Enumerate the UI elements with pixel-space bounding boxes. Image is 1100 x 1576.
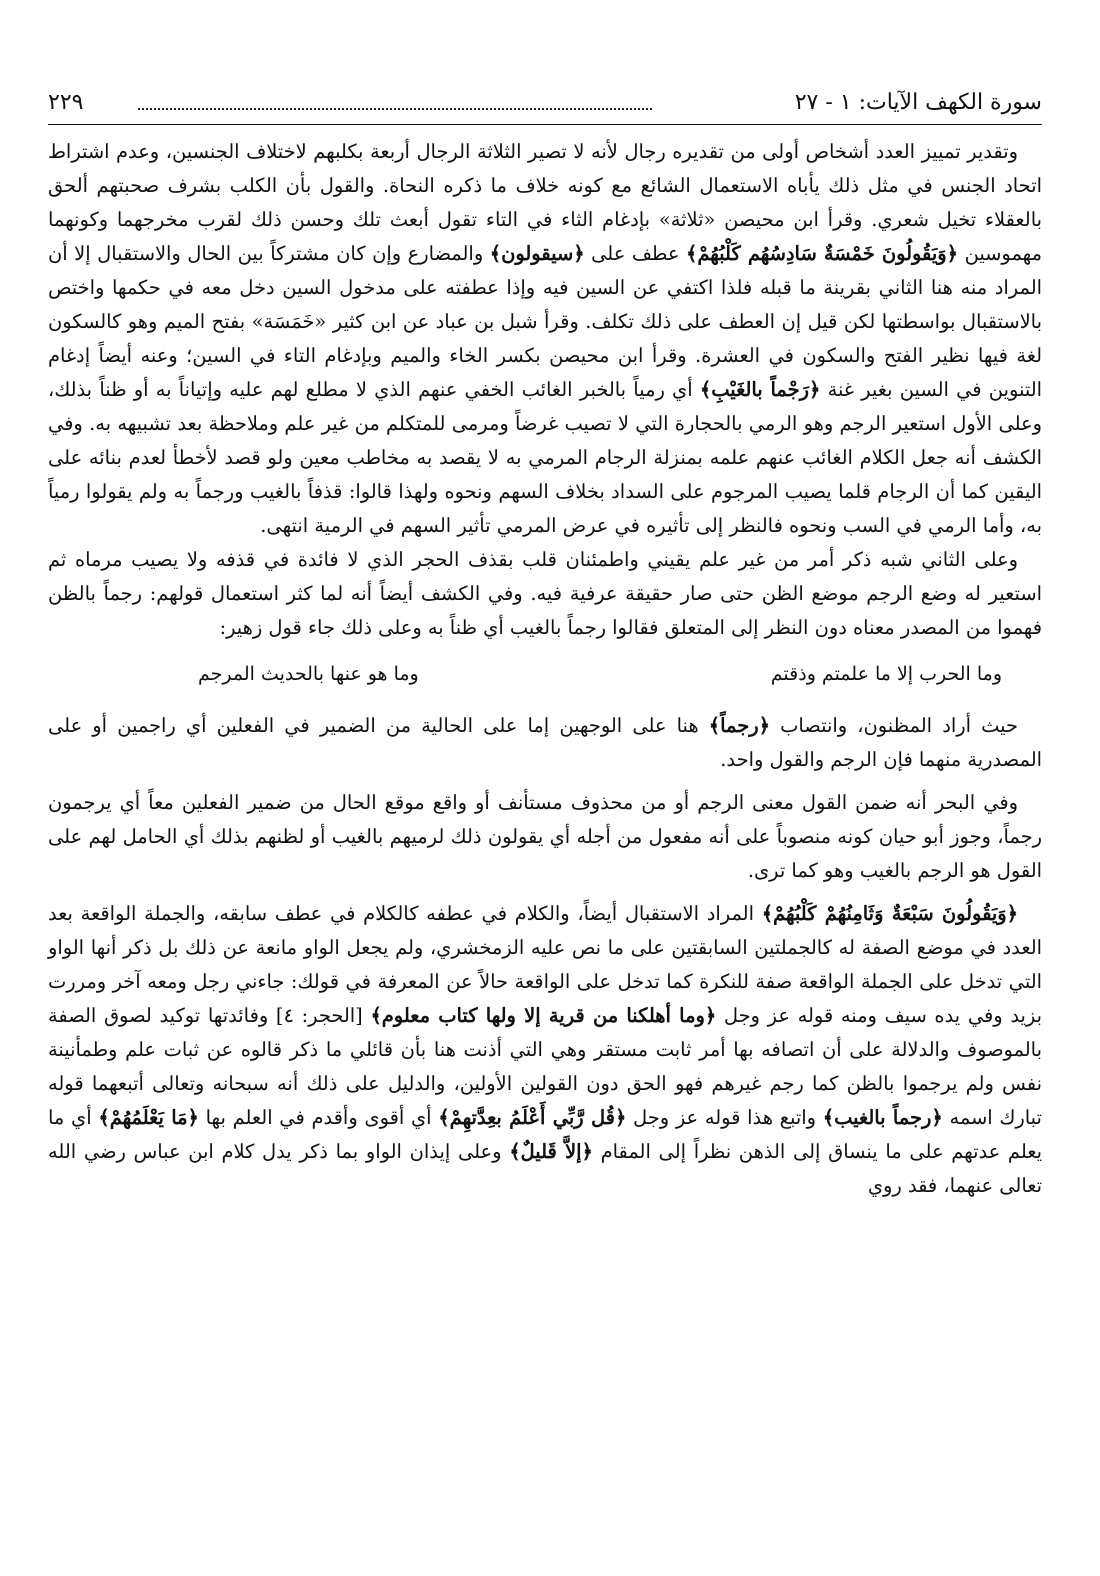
paragraph-text: والمضارع وإن كان مشتركاً بين الحال والاستقبال إلا أن المراد منه هنا الثاني بقرينة ما قبله فلذا اكتفي عن السين فيه وإذا عطفته على مدخول السين دخل معه في حكمها واختص بالاستقبال بواسطتها لكن قيل إن العطف على ذلك تكلف. وقرأ شبل بن عباد عن ابن كثير «خَمَسَة» بفتح الميم وهو كالسكون لغة فيها نظير الفتح والسكون في العشرة. وقرأ ابن محيصن بكسر الخاء والميم وبإدغام التاء في السين؛ وعنه أيضاً إدغام التنوين في السين بغير غنة	[48, 242, 1042, 401]
quran-quote: ﴿مَا يَعْلَمُهُمْ﴾	[98, 1106, 199, 1129]
paragraph-text: [الحجر: ٤] وفائدتها توكيد لصوق الصفة بالموصوف والدلالة على أن اتصافه بها أمر ثابت مستقر وهي التي أذنت هنا بأن قائلي ما ذكر قالوه عن ثبات علم وطمأنينة نفس ولم يرجموا بالظن كما رجم غيرهم فهو الحق دون القولين الأولين، والدليل على ذلك أنه سبحانه وتعالى أتبعهما قوله تبارك اسمه	[48, 1004, 1042, 1129]
quran-quote: ﴿رجماً﴾	[708, 714, 770, 737]
page-body	[48, 135, 1042, 1203]
quran-quote: ﴿سيقولون﴾	[489, 242, 585, 265]
paragraph-text: واتبع هذا قوله عز وجل	[633, 1106, 816, 1129]
paragraph-1	[48, 135, 1042, 543]
quran-quote: ﴿رجماً بالغيب﴾	[822, 1106, 943, 1129]
poetry-verse	[48, 651, 1042, 709]
paragraph-text: وتقدير تمييز العدد أشخاص أولى من تقديره رجال لأنه لا تصير الثلاثة الرجال أربعة بكلبهم لاختلاف الجنسين، وعدم اشتراط اتحاد الجنس في مثل ذلك يأباه الاستعمال الشائع مع كونه خلاف ما ذكره النحاة. والقول بأن الكلب بشرف صحبتهم ألحق بالعقلاء تخيل شعري. وقرأ ابن محيصن «ثلاثة» بإدغام الثاء في التاء تقول أبعث تلك وحسن ذلك لقرب مخرجهما وكونهما مهموسين	[48, 140, 1042, 265]
paragraph-5	[48, 897, 1042, 1203]
paragraph-4: وفي البحر أنه ضمن القول معنى الرجم أو من محذوف مستأنف أو واقع موقع الحال من ضمير الفعلين معاً أي يرجمون رجماً، وجوز أبو حيان كونه منصوباً على أنه مفعول من أجله أي يقولون ذلك لرميهم بالغيب أو لظنهم بذلك أي الحامل لهم على القول هو الرجم بالغيب وهو كما ترى.	[48, 791, 1042, 882]
surah-title: سورة الكهف الآيات: ١ - ٢٧	[794, 90, 1042, 115]
page-number: ٢٢٩	[48, 90, 84, 115]
paragraph-text: عطف على	[591, 242, 680, 265]
quran-quote: ﴿وَيَقُولُونَ سَبْعَةٌ وَثَامِنُهُمْ كَلْبُهُمْ﴾	[761, 902, 1018, 925]
first-hemistich: وما الحرب إلا ما علمتم وذقتم	[770, 663, 1002, 685]
quran-quote: ﴿رَجْماً بالغَيْبِ﴾	[699, 378, 821, 401]
quran-quote: ﴿إلاَّ قَليلٌ﴾	[509, 1140, 593, 1163]
quran-quote: ﴿قُل رَّبِّي أَعْلَمُ بعِدَّتهِمْ﴾	[438, 1106, 627, 1129]
quran-quote: ﴿وَيَقُولُونَ خَمْسَةٌ سَادِسُهُم كَلْبُهُمْ﴾	[685, 242, 958, 265]
quran-quote: ﴿وما أهلكنا من قرية إلا ولها كتاب معلوم﴾	[370, 1004, 717, 1027]
paragraph-text: هنا على الوجهين إما على الحالية من الضمير في الفعلين أي راجمين أو على المصدرية منهما فإن الرجم والقول واحد.	[48, 714, 1042, 771]
paragraph-text: حيث أراد المظنون، وانتصاب	[780, 714, 1018, 737]
paragraph-text: أي رمياً بالخبر الغائب الخفي عنهم الذي لا مطلع لهم عليه وإتياناً به أو ظناً بذلك، وعلى الأول استعير الرجم وهو الرمي بالحجارة التي لا تصيب غرضاً ومرمى للمتكلم من غير علم وملاحظة بعد تشبيهه به. وفي الكشف أنه جعل الكلام الغائب عنهم علمه بمنزلة الرجام المرمي به لا يقصد به مخاطب معين ولو قصد لأخطأ لعدم بنائه على اليقين كما أن الرجام قلما يصيب المرجوم على السداد بخلاف السهم ونحوه ولهذا قالوا: قذفاً بالغيب ورجماً به ولم يقولوا رمياً به، وأما الرمي في السب ونحوه فالنظر إلى تأثيره في عرض المرمي تأثير السهم في الرمية انتهى.	[48, 378, 1042, 537]
paragraph-2: وعلى الثاني شبه ذكر أمر من غير علم يقيني واطمئنان قلب بقذف الحجر الذي لا فائدة في قذفه ولا يصيب مرماه ثم استعير له وضع الرجم موضع الظن حتى صار حقيقة عرفية فيه. وفي الكشف أيضاً أنه لما كثر استعمال قولهم: رجماً بالظن فهموا من المصدر معناه دون النظر إلى المتعلق فقالوا رجماً بالغيب أي ظناً به وعلى ذلك جاء قول زهير:	[48, 548, 1042, 639]
paragraph-text: أي أقوى وأقدم في العلم بها	[205, 1106, 432, 1129]
paragraph-text: المراد الاستقبال أيضاً، والكلام في عطفه كالكلام في عطف سابقه، والجملة الواقعة بعد العدد في موضع الصفة له كالجملتين السابقتين على ما نص عليه الزمخشري، ولم يجعل الواو مانعة عن ذلك بل ذكر أنها الواو التي تدخل على الجملة الواقعة صفة للنكرة كما تدخل على الواقعة حالاً عن المعرفة في قولك: جاءني رجل ومعه آخر ومررت بزيد وفي يده سيف ومنه قوله عز وجل	[48, 902, 1043, 1027]
running-header	[48, 84, 1042, 125]
paragraph-3	[48, 709, 1042, 777]
paragraph-text: أي ما يعلم عدتهم على ما ينساق إلى الذهن نظراً إلى المقام	[48, 1106, 1042, 1163]
second-hemistich: وما هو عنها بالحديث المرجم	[198, 663, 419, 685]
paragraph-text: وعلى إيذان الواو بما ذكر يدل كلام ابن عباس رضي الله تعالى عنهما، فقد روي	[48, 1140, 1042, 1197]
book-page	[48, 84, 1042, 1203]
header-dot-leader	[138, 108, 652, 110]
